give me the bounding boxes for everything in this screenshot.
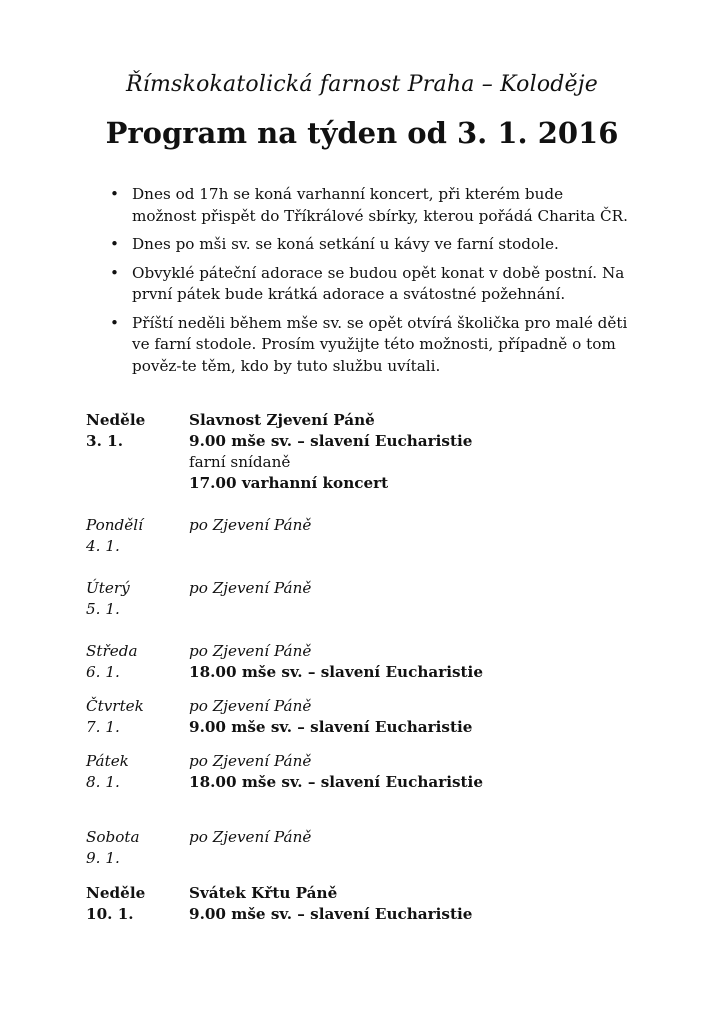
day-date: 4. 1. bbox=[86, 537, 120, 555]
day-friday bbox=[86, 751, 646, 793]
notice-text: Příští neděli během mše sv. se opět otvírá školička pro malé děti ve farní stodole. Prosím využijte této možnosti, případně o tom pověz-te těm, kdo by tuto službu uvítali. bbox=[132, 313, 628, 375]
day-wednesday bbox=[86, 641, 646, 683]
notice-item bbox=[92, 234, 632, 256]
day-feast: po Zjevení Páně bbox=[189, 828, 312, 846]
bullet-icon: • bbox=[110, 185, 119, 203]
bullet-icon: • bbox=[110, 263, 119, 282]
day-date: 7. 1. bbox=[86, 718, 120, 736]
day-sunday bbox=[86, 410, 646, 494]
day-name: Středa bbox=[86, 642, 138, 660]
day-event: 18.00 mše sv. – slavení Eucharistie bbox=[189, 663, 483, 681]
day-date: 8. 1. bbox=[86, 773, 120, 791]
day-date: 6. 1. bbox=[86, 663, 120, 681]
day-event: 18.00 mše sv. – slavení Eucharistie bbox=[189, 773, 483, 791]
day-feast: Slavnost Zjevení Páně bbox=[189, 411, 375, 429]
day-name: Neděle bbox=[86, 884, 146, 902]
parish-name: Římskokatolická farnost Praha – Koloděje bbox=[125, 72, 599, 97]
day-date: 3. 1. bbox=[86, 432, 123, 450]
notice-text: Dnes po mši sv. se koná setkání u kávy ve farní stodole. bbox=[132, 235, 559, 253]
notices-list bbox=[92, 184, 632, 384]
bullet-icon: • bbox=[110, 235, 119, 253]
day-date: 9. 1. bbox=[86, 849, 120, 867]
day-event: 9.00 mše sv. – slavení Eucharistie bbox=[189, 718, 473, 736]
day-event: farní snídaně bbox=[189, 453, 291, 471]
day-thursday bbox=[86, 696, 646, 738]
notice-item bbox=[92, 184, 632, 227]
day-name: Pondělí bbox=[86, 516, 143, 534]
day-event: 9.00 mše sv. – slavení Eucharistie bbox=[189, 432, 473, 450]
notice-item bbox=[92, 263, 632, 306]
day-event: 17.00 varhanní koncert bbox=[189, 474, 389, 492]
day-feast: po Zjevení Páně bbox=[189, 697, 312, 715]
bullet-icon: • bbox=[110, 313, 119, 332]
day-date: 5. 1. bbox=[86, 600, 120, 618]
day-feast: Svátek Křtu Páně bbox=[189, 884, 338, 902]
day-name: Sobota bbox=[86, 828, 140, 846]
day-name: Čtvrtek bbox=[86, 697, 144, 715]
notice-text: Dnes od 17h se koná varhanní koncert, při kterém bude možnost přispět do Tříkrálové sbírky, kterou pořádá Charita ČR. bbox=[132, 185, 628, 225]
day-feast: po Zjevení Páně bbox=[189, 642, 312, 660]
day-name: Úterý bbox=[86, 579, 130, 597]
weekly-schedule bbox=[86, 410, 646, 925]
day-feast: po Zjevení Páně bbox=[189, 752, 312, 770]
page-title: Program na týden od 3. 1. 2016 bbox=[105, 116, 619, 150]
day-date: 10. 1. bbox=[86, 905, 134, 923]
day-name: Pátek bbox=[86, 752, 129, 770]
day-tuesday bbox=[86, 578, 646, 620]
day-event: 9.00 mše sv. – slavení Eucharistie bbox=[189, 905, 473, 923]
day-sunday-next bbox=[86, 883, 646, 925]
day-saturday bbox=[86, 827, 646, 869]
day-feast: po Zjevení Páně bbox=[189, 516, 312, 534]
notice-item bbox=[92, 313, 632, 378]
day-feast: po Zjevení Páně bbox=[189, 579, 312, 597]
day-name: Neděle bbox=[86, 411, 146, 429]
notice-text: Obvyklé páteční adorace se budou opět konat v době postní. Na první pátek bude krátká adorace a svátostné požehnání. bbox=[132, 263, 625, 303]
day-monday bbox=[86, 515, 646, 557]
